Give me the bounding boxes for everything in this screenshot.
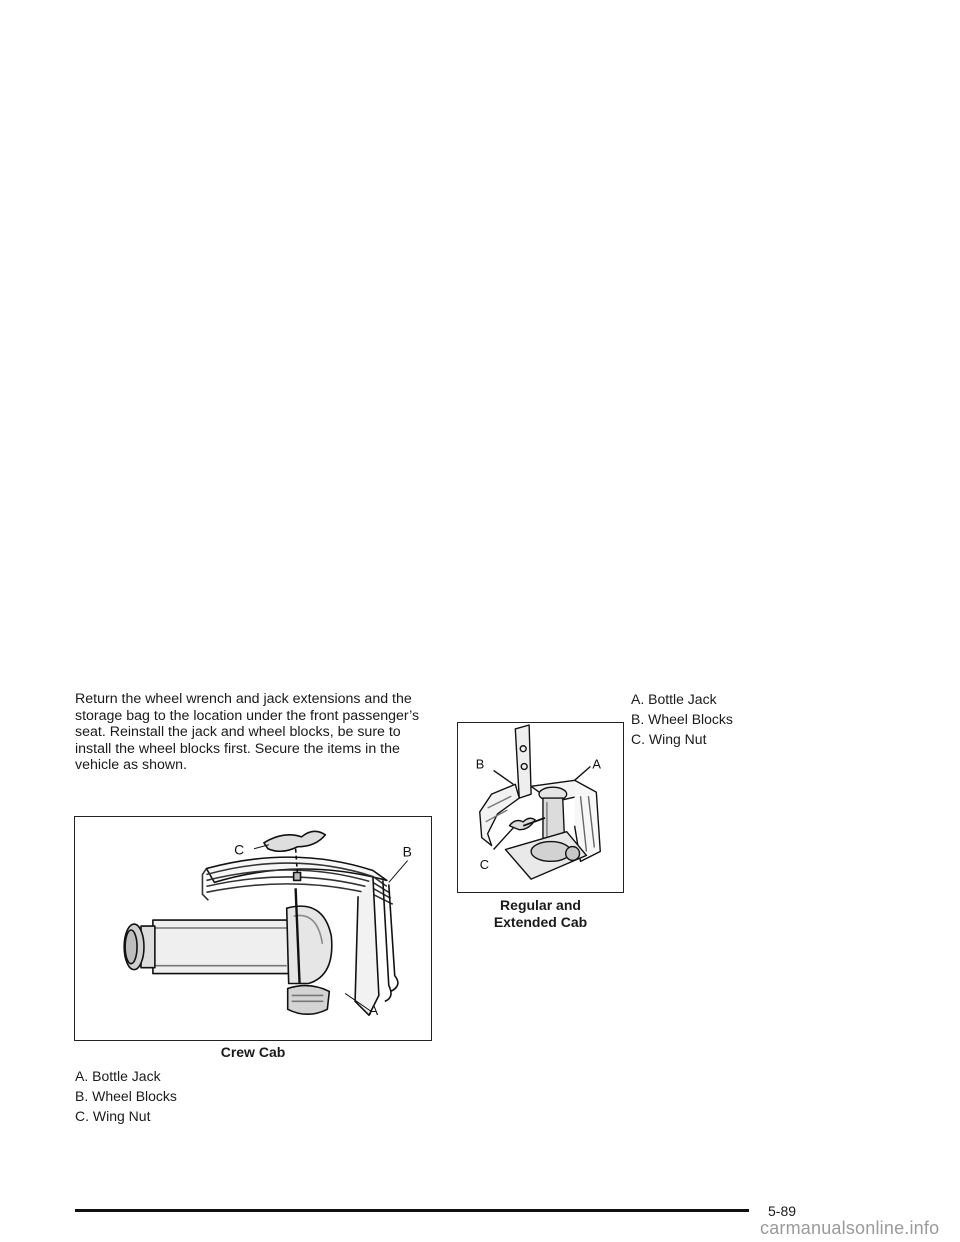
regular-cab-jack-drawing [458,723,623,892]
regular-cab-legend [631,691,733,751]
crew-cab-jack-drawing [75,817,431,1040]
regular-caption-line1: Regular and [500,897,581,913]
regular-callout-c: C [479,857,490,873]
crew-callout-c: C [234,841,245,858]
legend-item: A. Bottle Jack [631,691,717,707]
intro-paragraph: Return the wheel wrench and jack extensions and the storage bag to the location under the front passenger’s seat. Reinstall the jack and wheel blocks, be sure to install the wheel blocks first. Secure the items in the vehicle as shown. [75,691,420,774]
regular-extended-cab-caption [457,897,624,930]
legend-item: C. Wing Nut [75,1108,151,1124]
crew-cab-illustration [74,816,432,1041]
watermark-link[interactable]: carmanualsonline.info [760,1218,940,1238]
legend-item: A. Bottle Jack [75,1068,161,1084]
page-number: 5-89 [768,1203,797,1219]
regular-callout-a: A [592,756,601,772]
footer-rule [75,1209,749,1212]
legend-item: C. Wing Nut [631,731,707,747]
crew-cab-caption: Crew Cab [220,1044,286,1060]
regular-extended-cab-illustration [457,722,624,893]
crew-callout-a: A [368,1002,379,1019]
crew-callout-b: B [402,843,412,860]
legend-item: B. Wheel Blocks [75,1088,177,1104]
crew-cab-legend [75,1068,177,1128]
regular-caption-line2: Extended Cab [493,913,588,930]
regular-callout-b: B [475,756,485,772]
legend-item: B. Wheel Blocks [631,711,733,727]
